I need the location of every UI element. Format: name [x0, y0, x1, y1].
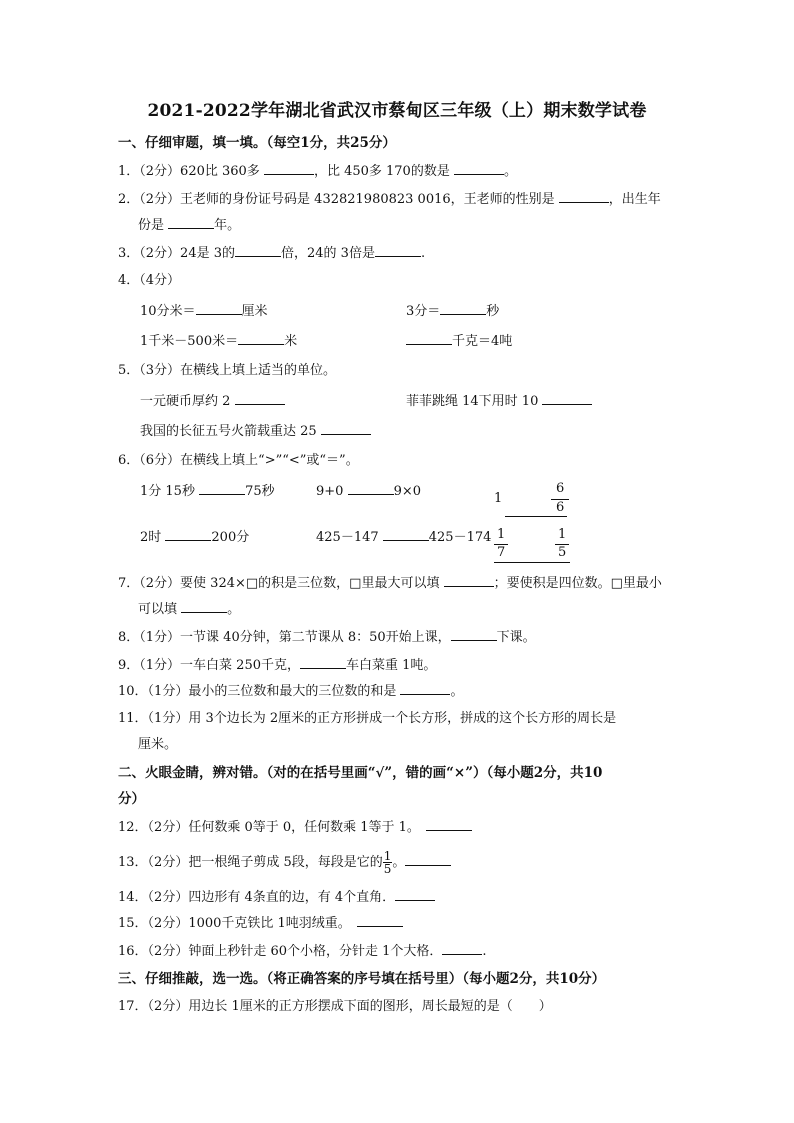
answer-blank[interactable] — [235, 244, 281, 257]
question-7-cont — [138, 600, 240, 619]
answer-blank[interactable] — [235, 392, 285, 405]
q6-item-b — [316, 482, 421, 501]
question-16 — [118, 942, 487, 961]
answer-blank[interactable] — [442, 942, 482, 955]
question-14 — [118, 888, 435, 907]
q5-a: 一元硬币厚约 2 — [140, 394, 235, 409]
section-3-heading: 三、仔细推敲，选一选。（将正确答案的序号填在括号里）（每小题2分，共10分） — [118, 971, 606, 987]
q6-f-den2: 5 — [558, 545, 567, 560]
q6-b1: 9+0 — [316, 484, 348, 499]
answer-blank[interactable] — [405, 853, 451, 866]
answer-blank[interactable] — [181, 600, 227, 613]
q8-text-b: 下课。 — [496, 630, 536, 645]
q7-text-a: 7．（2分）要使 324×□的积是三位数，□里最大可以填 — [118, 576, 444, 591]
q1-text-c: 。 — [503, 164, 517, 179]
question-6-head: 6．（6分）在横线上填上“>”“<”或“＝”。 — [118, 453, 359, 468]
question-15 — [118, 914, 403, 933]
q6-item-c — [140, 528, 249, 547]
q4-item-b — [406, 302, 499, 321]
section-1-heading: 一、仔细审题，填一填。（每空1分，共25分） — [118, 135, 396, 151]
q1-text-b: ，比 450多 170的数是 — [313, 164, 454, 179]
question-8 — [118, 628, 536, 647]
answer-blank[interactable] — [300, 656, 346, 669]
q13-text-b: 。 — [392, 855, 406, 870]
q1-text-a: 1．（2分）620比 360多 — [118, 164, 264, 179]
question-2 — [118, 190, 661, 209]
q17-text: 17．（2分）用边长 1厘米的正方形摆成下面的图形，周长最短的是（ ） — [118, 999, 552, 1014]
answer-blank[interactable] — [348, 482, 394, 495]
q5-item-c — [140, 422, 371, 441]
answer-blank[interactable] — [454, 162, 504, 175]
q16-text-b: . — [482, 944, 487, 959]
q2-text-d: 年。 — [214, 218, 241, 233]
question-11 — [118, 710, 616, 728]
q7-text-d: 。 — [227, 602, 241, 617]
question-13 — [118, 850, 451, 875]
q4-d1: 千克＝4吨 — [452, 334, 513, 349]
question-9 — [118, 656, 436, 675]
answer-blank[interactable] — [426, 818, 472, 831]
answer-blank[interactable] — [168, 216, 214, 229]
q7-text-b: ；要使积是四位数。□里最小 — [493, 576, 662, 591]
q3-text-c: . — [420, 246, 426, 261]
question-11-cont — [138, 736, 177, 754]
answer-blank[interactable] — [494, 562, 570, 563]
answer-blank[interactable] — [542, 392, 592, 405]
q4-item-d — [406, 332, 512, 351]
q6-a1: 1分 15秒 — [140, 484, 200, 499]
q6-c1: 2时 — [140, 530, 166, 545]
q10-text-b: 。 — [450, 684, 464, 699]
q6-b2: 9×0 — [393, 484, 422, 499]
q6-e-den: 6 — [556, 500, 565, 515]
answer-blank[interactable] — [383, 528, 429, 541]
q11-text-b: 厘米。 — [138, 737, 178, 752]
q3-text-a: 3．（2分）24是 3的 — [118, 246, 235, 261]
question-3 — [118, 244, 425, 263]
q2-text-b: ，出生年 — [608, 192, 661, 207]
q8-text-a: 8．（1分）一节课 40分钟，第二节课从 8：50开始上课， — [118, 630, 451, 645]
question-7 — [118, 574, 662, 593]
q6-f-num2: 1 — [558, 527, 567, 542]
section-2-heading: 二、火眼金睛，辨对错。（对的在括号里画“√”，错的画“×”）（每小题2分，共10 — [118, 765, 603, 781]
q4-b2: 秒 — [486, 304, 500, 319]
q4-item-c — [140, 332, 297, 351]
answer-blank[interactable] — [238, 332, 284, 345]
q16-text-a: 16．（2分）钟面上秒针走 60个小格，分针走 1个大格． — [118, 944, 443, 959]
q5-item-a — [140, 392, 285, 411]
q6-e-num: 6 — [556, 481, 565, 496]
q7-text-c: 可以填 — [138, 602, 182, 617]
question-1 — [118, 162, 517, 181]
q6-d1: 425－147 — [316, 530, 383, 545]
answer-blank[interactable] — [505, 516, 567, 517]
q4-a2: 厘米 — [241, 304, 268, 319]
question-17 — [118, 998, 552, 1016]
q9-text-b: 车白菜重 1吨。 — [346, 658, 437, 673]
q2-text-a: 2．（2分）王老师的身份证号码是 432821980823 0016，王老师的性别是 — [118, 192, 559, 207]
answer-blank[interactable] — [321, 422, 371, 435]
question-10 — [118, 682, 463, 701]
q6-item-d — [316, 528, 491, 547]
answer-blank[interactable] — [400, 682, 450, 695]
q4-b1: 3分＝ — [406, 304, 441, 319]
q3-text-b: 倍，24的 3倍是 — [281, 246, 375, 261]
q2-text-c: 份是 — [138, 218, 169, 233]
q5-item-b — [406, 392, 592, 411]
q6-f-num1: 1 — [497, 527, 506, 542]
question-12 — [118, 818, 472, 837]
answer-blank[interactable] — [395, 888, 435, 901]
answer-blank[interactable] — [451, 628, 497, 641]
answer-blank[interactable] — [406, 332, 452, 345]
q6-c2: 200分 — [211, 530, 250, 545]
fraction-denominator: 5 — [383, 862, 392, 876]
answer-blank[interactable] — [196, 302, 242, 315]
q10-text-a: 10．（1分）最小的三位数和最大的三位数的和是 — [118, 684, 401, 699]
q6-a2: 75秒 — [245, 484, 275, 499]
q5-b: 菲菲跳绳 14下用时 10 — [406, 394, 543, 409]
answer-blank[interactable] — [357, 914, 403, 927]
fraction-one-fifth — [383, 850, 393, 875]
fraction-numerator: 1 — [383, 849, 392, 863]
q4-c2: 米 — [284, 334, 298, 349]
q11-text-a: 11．（1分）用 3个边长为 2厘米的正方形拼成一个长方形，拼成的这个长方形的周长是 — [118, 711, 617, 726]
question-5-head: 5．（3分）在横线上填上适当的单位。 — [118, 363, 337, 378]
answer-blank[interactable] — [199, 482, 245, 495]
answer-blank[interactable] — [264, 162, 314, 175]
answer-blank[interactable] — [444, 574, 494, 587]
q15-text: 15．（2分）1000千克铁比 1吨羽绒重。 — [118, 916, 345, 931]
answer-blank[interactable] — [165, 528, 211, 541]
q6-e-left: 1 — [494, 491, 503, 506]
answer-blank[interactable] — [440, 302, 486, 315]
question-4-head: 4．（4分） — [118, 273, 181, 288]
q4-item-a — [140, 302, 268, 321]
section-2-heading-cont: 分） — [118, 791, 145, 807]
q5-c: 我国的长征五号火箭载重达 25 — [140, 424, 321, 439]
answer-blank[interactable] — [559, 190, 609, 203]
q6-d2: 425－174 — [428, 530, 492, 545]
q12-text: 12．（2分）任何数乘 0等于 0，任何数乘 1等于 1。 — [118, 820, 414, 835]
question-2-cont — [138, 216, 240, 235]
q4-a1: 10分米＝ — [140, 304, 196, 319]
q9-text-a: 9．（1分）一车白菜 250千克， — [118, 658, 300, 673]
exam-title: 2021-2022学年湖北省武汉市蔡甸区三年级（上）期末数学试卷 — [147, 101, 647, 121]
q13-text-a: 13．（2分）把一根绳子剪成 5段，每段是它的 — [118, 855, 383, 870]
answer-blank[interactable] — [375, 244, 421, 257]
q6-f-den1: 7 — [497, 545, 506, 560]
q6-item-a — [140, 482, 275, 501]
q14-text: 14．（2分）四边形有 4条直的边，有 4个直角． — [118, 890, 396, 905]
q4-c1: 1千米－500米＝ — [140, 334, 239, 349]
